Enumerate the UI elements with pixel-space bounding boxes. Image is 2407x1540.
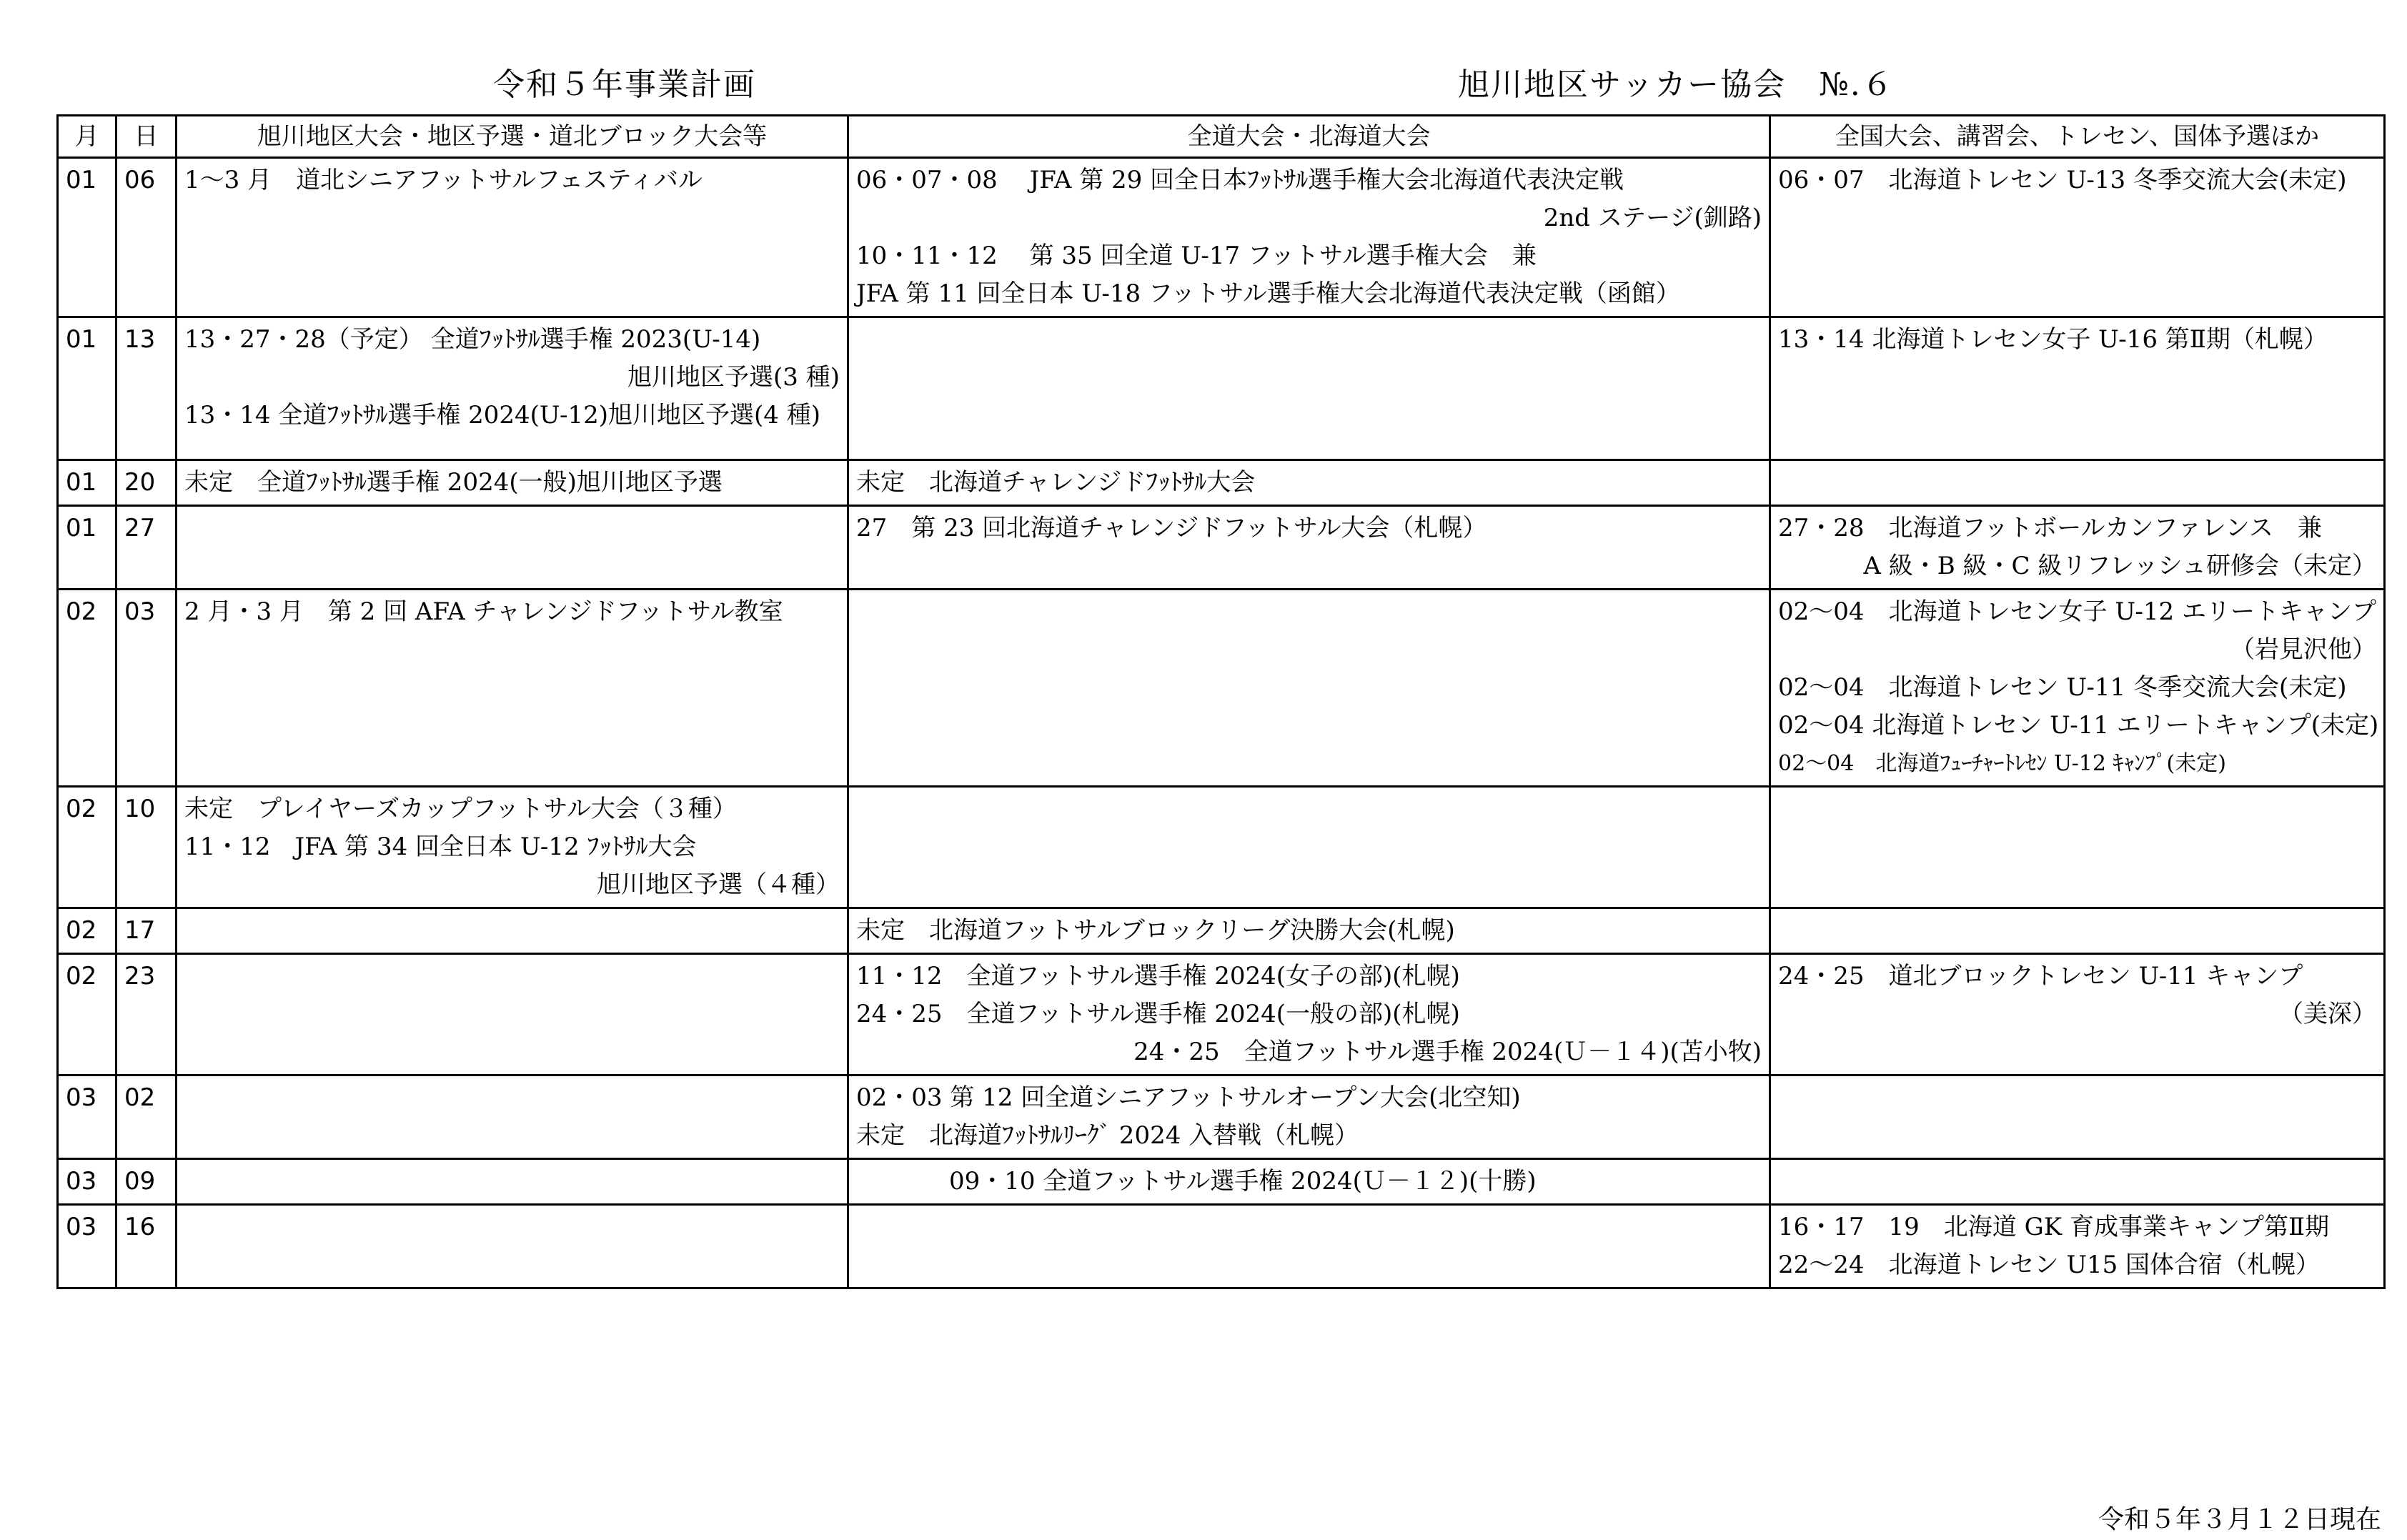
- event-line: 22～24 北海道トレセン U15 国体合宿（札幌）: [1778, 1251, 2321, 1279]
- local-cell: [177, 787, 848, 908]
- event-line: JFA 第 11 回全日本 U-18 フットサル選手権大会北海道代表決定戦（函館）: [856, 279, 1680, 308]
- national-cell: [1770, 506, 2385, 590]
- table-row: [58, 908, 2385, 954]
- event-line: 旭川地区予選（４種）: [597, 870, 840, 899]
- month-cell: 03: [58, 1205, 116, 1288]
- event-line: 02・03 第 12 回全道シニアフットサルオープン大会(北空知): [856, 1083, 1521, 1112]
- national-cell: [1770, 1075, 2385, 1159]
- local-cell: [177, 1075, 848, 1159]
- event-line: 未定 全道ﾌｯﾄｻﾙ選手権 2024(一般)旭川地区予選: [184, 468, 723, 497]
- event-line: 1～3 月 道北シニアフットサルフェスティバル: [184, 166, 703, 194]
- hokkaido-cell: [848, 317, 1770, 460]
- month-cell: 02: [58, 787, 116, 908]
- as-of-date: 令和５年３月１２日現在: [2098, 1505, 2381, 1534]
- event-line: A 級・B 級・C 級リフレッシュ研修会（未定）: [1863, 552, 2376, 580]
- month-cell: 03: [58, 1159, 116, 1205]
- national-cell: [1770, 317, 2385, 460]
- header-hokkaido: 全道大会・北海道大会: [848, 116, 1770, 158]
- header-national: 全国大会、講習会、トレセン、国体予選ほか: [1770, 116, 2385, 158]
- day-cell: 10: [116, 787, 177, 908]
- header-month: 月: [58, 116, 116, 158]
- national-cell: [1770, 1205, 2385, 1288]
- event-line: 未定 北海道チャレンジドﾌｯﾄｻﾙ大会: [856, 468, 1256, 497]
- month-cell: 02: [58, 954, 116, 1075]
- event-line: 13・14 北海道トレセン女子 U-16 第Ⅱ期（札幌）: [1778, 325, 2328, 354]
- event-line: 06・07・08 JFA 第 29 回全日本ﾌｯﾄｻﾙ選手権大会北海道代表決定戦: [856, 166, 1624, 194]
- table-row: [58, 506, 2385, 590]
- event-line: （美深）: [2279, 1000, 2376, 1028]
- table-row: [58, 158, 2385, 317]
- association-name: 旭川地区サッカー協会 №.６: [1458, 66, 1895, 103]
- national-cell: [1770, 460, 2385, 506]
- day-cell: 02: [116, 1075, 177, 1159]
- local-cell: [177, 908, 848, 954]
- hokkaido-cell: [848, 1205, 1770, 1288]
- event-line: 未定 北海道フットサルブロックリーグ決勝大会(札幌): [856, 916, 1455, 945]
- event-line: 02～04 北海道トレセン女子 U-12 エリートキャンプ: [1778, 597, 2376, 626]
- document-title: 令和５年事業計画: [493, 66, 756, 103]
- table-row: [58, 317, 2385, 460]
- hokkaido-cell: [848, 787, 1770, 908]
- national-cell: [1770, 908, 2385, 954]
- event-line: 10・11・12 第 35 回全道 U-17 フットサル選手権大会 兼: [856, 242, 1537, 270]
- national-cell: [1770, 158, 2385, 317]
- day-cell: 17: [116, 908, 177, 954]
- event-line: 16・17 19 北海道 GK 育成事業キャンプ第Ⅱ期: [1778, 1213, 2330, 1241]
- day-cell: 03: [116, 590, 177, 787]
- national-cell: [1770, 1159, 2385, 1205]
- event-line: 06・07 北海道トレセン U-13 冬季交流大会(未定): [1778, 166, 2347, 194]
- table-row: [58, 954, 2385, 1075]
- event-line: 2 月・3 月 第 2 回 AFA チャレンジドフットサル教室: [184, 597, 783, 626]
- hokkaido-cell: [848, 460, 1770, 506]
- day-cell: 23: [116, 954, 177, 1075]
- hokkaido-cell: [848, 1159, 1770, 1205]
- event-line: 27・28 北海道フットボールカンファレンス 兼: [1778, 514, 2322, 542]
- month-cell: 01: [58, 506, 116, 590]
- hokkaido-cell: [848, 1075, 1770, 1159]
- hokkaido-cell: [848, 954, 1770, 1075]
- table-row: [58, 590, 2385, 787]
- schedule-table: [56, 114, 2386, 1289]
- month-cell: 01: [58, 460, 116, 506]
- table-row: [58, 1075, 2385, 1159]
- event-line: 13・27・28（予定） 全道ﾌｯﾄｻﾙ選手権 2023(U-14): [184, 325, 761, 354]
- local-cell: [177, 590, 848, 787]
- event-line: 未定 プレイヤーズカップフットサル大会（３種）: [184, 795, 737, 823]
- table-row: [58, 1205, 2385, 1288]
- event-line: 未定 北海道ﾌｯﾄｻﾙﾘｰｸﾞ 2024 入替戦（札幌）: [856, 1121, 1359, 1150]
- event-line: 27 第 23 回北海道チャレンジドフットサル大会（札幌）: [856, 514, 1487, 542]
- event-line: 02～04 北海道トレセン U-11 エリートキャンプ(未定): [1778, 711, 2379, 740]
- event-line: 2nd ステージ(釧路): [1543, 204, 1762, 232]
- local-cell: [177, 506, 848, 590]
- hokkaido-cell: [848, 506, 1770, 590]
- month-cell: 01: [58, 158, 116, 317]
- month-cell: 02: [58, 590, 116, 787]
- local-cell: [177, 1205, 848, 1288]
- hokkaido-cell: [848, 158, 1770, 317]
- event-line: 24・25 全道フットサル選手権 2024(Ｕ－１４)(苫小牧): [1133, 1038, 1762, 1066]
- header-local: 旭川地区大会・地区予選・道北ブロック大会等: [177, 116, 848, 158]
- national-cell: [1770, 954, 2385, 1075]
- event-line: （岩見沢他）: [2230, 635, 2376, 664]
- event-line: 13・14 全道ﾌｯﾄｻﾙ選手権 2024(U-12)旭川地区予選(4 種): [184, 401, 820, 429]
- table-row: [58, 1159, 2385, 1205]
- event-line: 24・25 全道フットサル選手権 2024(一般の部)(札幌): [856, 1000, 1460, 1028]
- hokkaido-cell: [848, 590, 1770, 787]
- event-line: 11・12 JFA 第 34 回全日本 U-12 ﾌｯﾄｻﾙ大会: [184, 833, 697, 861]
- day-cell: 06: [116, 158, 177, 317]
- hokkaido-cell: [848, 908, 1770, 954]
- day-cell: 20: [116, 460, 177, 506]
- local-cell: [177, 954, 848, 1075]
- event-line: 24・25 道北ブロックトレセン U-11 キャンプ: [1778, 962, 2303, 990]
- day-cell: 09: [116, 1159, 177, 1205]
- event-line: 09・10 全道フットサル選手権 2024(Ｕ－１２)(十勝): [949, 1167, 1537, 1196]
- local-cell: [177, 158, 848, 317]
- table-row: [58, 460, 2385, 506]
- event-line: 02～04 北海道ﾌｭｰﾁｬｰﾄﾚｾﾝ U-12 ｷｬﾝﾌﾟ(未定): [1778, 751, 2226, 776]
- month-cell: 01: [58, 317, 116, 460]
- month-cell: 03: [58, 1075, 116, 1159]
- event-line: 02～04 北海道トレセン U-11 冬季交流大会(未定): [1778, 673, 2347, 702]
- table-row: [58, 787, 2385, 908]
- event-line: 11・12 全道フットサル選手権 2024(女子の部)(札幌): [856, 962, 1460, 990]
- day-cell: 16: [116, 1205, 177, 1288]
- national-cell: [1770, 590, 2385, 787]
- local-cell: [177, 317, 848, 460]
- local-cell: [177, 1159, 848, 1205]
- national-cell: [1770, 787, 2385, 908]
- month-cell: 02: [58, 908, 116, 954]
- header-day: 日: [116, 116, 177, 158]
- event-line: 旭川地区予選(3 種): [627, 363, 840, 392]
- day-cell: 27: [116, 506, 177, 590]
- day-cell: 13: [116, 317, 177, 460]
- table-header-row: [58, 116, 2385, 158]
- local-cell: [177, 460, 848, 506]
